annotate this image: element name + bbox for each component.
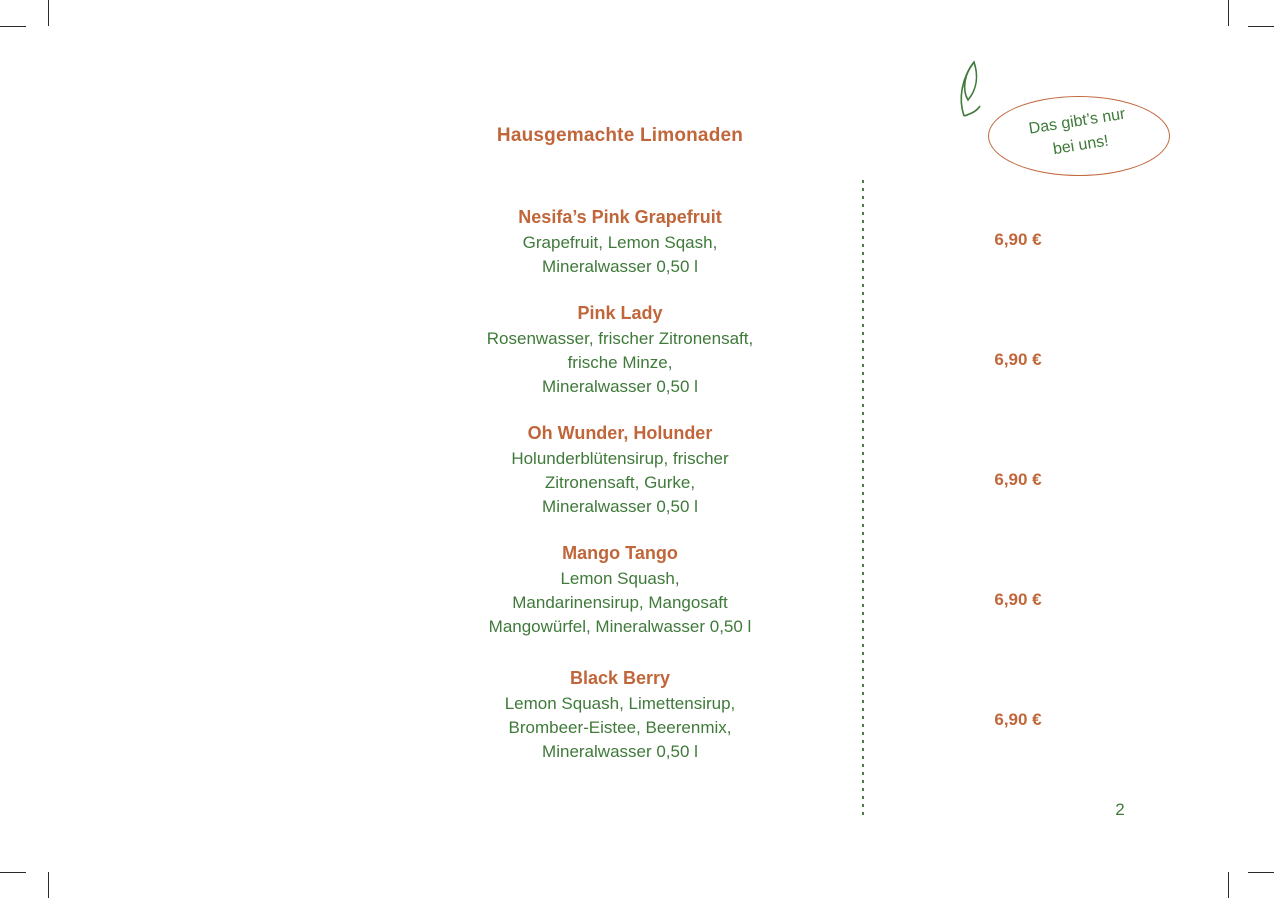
menu-item: [380, 301, 860, 399]
menu-item-desc-line: Lemon Squash,: [560, 569, 680, 588]
crop-mark-top-right-v: [1228, 0, 1229, 26]
menu-item-name: Black Berry: [569, 668, 671, 688]
crop-mark-bottom-left-h: [0, 872, 26, 873]
menu-item-desc-line: Zitronensaft, Gurke,: [544, 473, 696, 492]
crop-mark-bottom-left-v: [48, 872, 49, 898]
menu-item: [380, 666, 860, 764]
crop-mark-bottom-right-v: [1228, 872, 1229, 898]
crop-mark-top-left-v: [48, 0, 49, 26]
menu-item-name: Mango Tango: [562, 543, 678, 563]
menu-item-desc-line: Rosenwasser, frischer Zitronensaft,: [486, 329, 754, 348]
menu-item-price: 6,90 €: [994, 350, 1042, 369]
menu-item-desc-line: Mangowürfel, Mineralwasser 0,50 l: [488, 617, 752, 636]
menu-item-desc-line: Grapefruit, Lemon Sqash,: [522, 233, 718, 252]
menu-item-price: 6,90 €: [994, 590, 1042, 609]
menu-item-desc-line: Brombeer-Eistee, Beerenmix,: [508, 718, 732, 737]
menu-item-desc-line: Mineralwasser 0,50 l: [542, 497, 698, 516]
menu-item-price: 6,90 €: [994, 470, 1042, 489]
badge-line-2: bei uns!: [1051, 132, 1110, 159]
menu-item-desc-line: frische Minze,: [567, 353, 673, 372]
page-number: 2: [1115, 800, 1125, 819]
menu-item-desc-line: Mineralwasser 0,50 l: [542, 257, 698, 276]
badge-line-1: Das gibt’s nur: [1027, 105, 1127, 138]
badge-stamp: [988, 96, 1170, 176]
page-title: Hausgemachte Limonaden: [496, 125, 744, 146]
crop-mark-top-right-h: [1248, 26, 1274, 27]
menu-item-price: 6,90 €: [994, 710, 1042, 729]
dotted-divider: [862, 180, 864, 820]
crop-mark-bottom-right-h: [1248, 872, 1274, 873]
menu-item: [380, 205, 860, 279]
menu-item-desc-line: Lemon Squash, Limettensirup,: [504, 694, 736, 713]
menu-item-name: Nesifa’s Pink Grapefruit: [518, 207, 722, 227]
menu-item-name: Pink Lady: [577, 303, 663, 323]
menu-item-desc-line: Mandarinensirup, Mangosaft: [512, 593, 728, 612]
menu-item-desc-line: Mineralwasser 0,50 l: [542, 742, 698, 761]
menu-item: [380, 541, 860, 639]
menu-item-desc-line: Holunderblütensirup, frischer: [511, 449, 729, 468]
menu-item-price: 6,90 €: [994, 230, 1042, 249]
crop-mark-top-left-h: [0, 26, 26, 27]
menu-item-desc-line: Mineralwasser 0,50 l: [542, 377, 698, 396]
menu-item: [380, 421, 860, 519]
menu-item-name: Oh Wunder, Holunder: [527, 423, 713, 443]
